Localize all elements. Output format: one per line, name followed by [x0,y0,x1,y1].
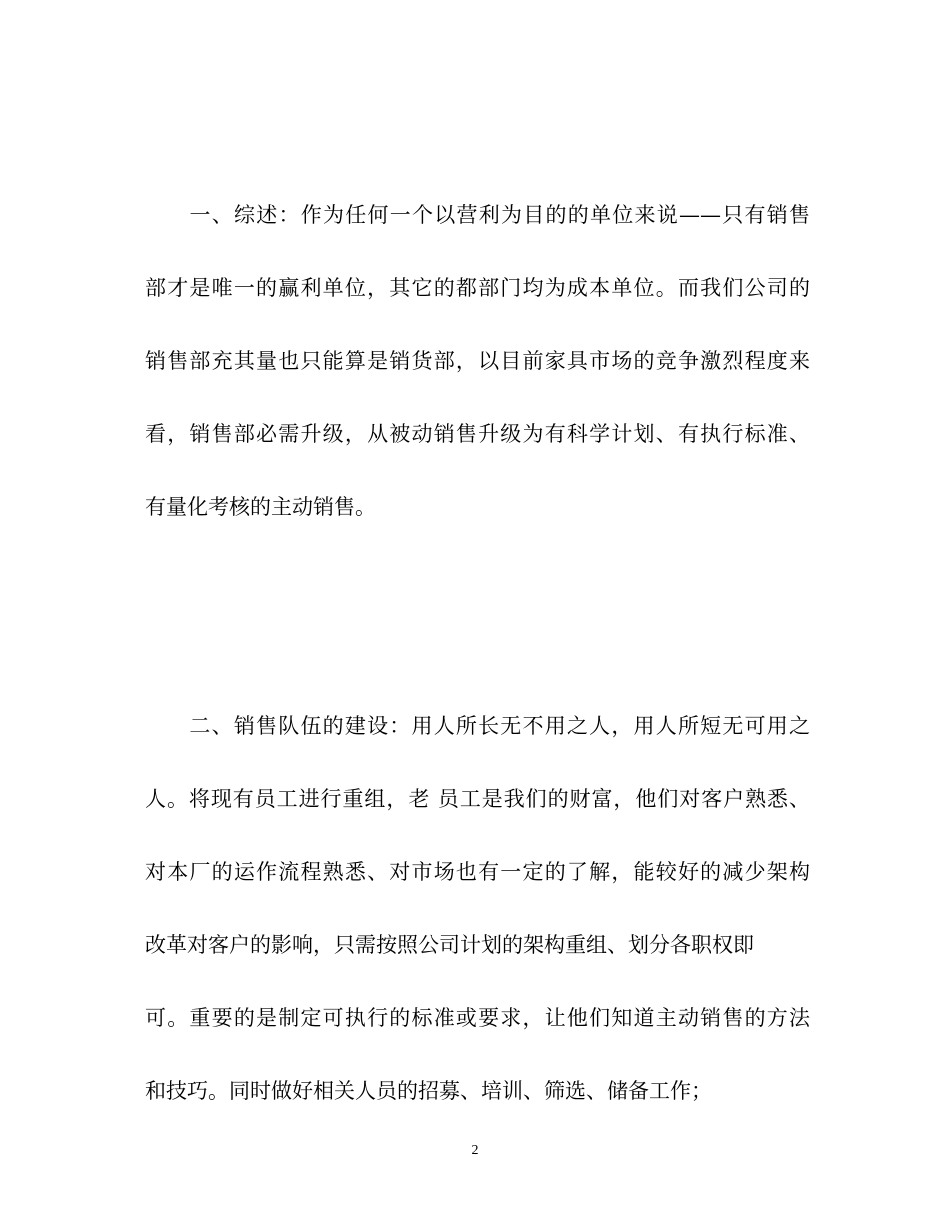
text-line: 二、销售队伍的建设：用人所长无不用之人，用人所短无可用之 [145,714,810,738]
text-line: 对本厂的运作流程熟悉、对市场也有一定的了解，能较好的减少架构 [145,860,810,884]
text-line: 部才是唯一的赢利单位，其它的都部门均为成本单位。而我们公司的 [145,276,810,300]
text-line: 销售部充其量也只能算是销货部，以目前家具市场的竞争激烈程度来 [145,349,810,373]
page-number: 2 [471,1143,479,1158]
text-line: 看，销售部必需升级，从被动销售升级为有科学计划、有执行标准、 [145,422,810,446]
text-line: 改革对客户的影响，只需按照公司计划的架构重组、划分各职权即 [145,933,754,957]
text-line: 一、综述：作为任何一个以营利为目的的单位来说——只有销售 [145,203,810,227]
text-line: 有量化考核的主动销售。 [145,495,376,519]
text-line: 可。重要的是制定可执行的标准或要求，让他们知道主动销售的方法 [145,1006,810,1030]
text-line: 人。将现有员工进行重组，老 员工是我们的财富，他们对客户熟悉、 [145,787,810,811]
text-line: 和技巧。同时做好相关人员的招募、培训、筛选、储备工作； [145,1079,712,1103]
